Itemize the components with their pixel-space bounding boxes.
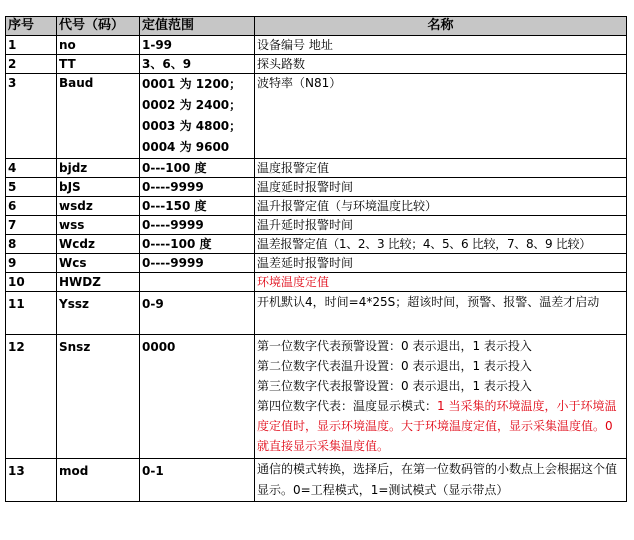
table-row [6, 335, 627, 459]
cell-no: 6 [6, 197, 57, 216]
cell-range [140, 216, 255, 235]
cell-name [255, 55, 627, 74]
cell-name [255, 335, 627, 459]
name-fourth [257, 396, 624, 456]
table-row [6, 178, 627, 197]
cell-no: 11 [6, 292, 57, 335]
cell-code: no [57, 36, 140, 55]
range-text: 0----9999 [142, 256, 204, 270]
cell-name [255, 159, 627, 178]
cell-range [140, 36, 255, 55]
cell-no: 10 [6, 273, 57, 292]
cell-range [140, 178, 255, 197]
parameter-table [5, 16, 627, 502]
cell-range [140, 55, 255, 74]
cell-code: bJS [57, 178, 140, 197]
cell-code: bjdz [57, 159, 140, 178]
name-fourth-prefix: 第四位数字代表：温度显示模式： [257, 399, 438, 413]
range-text: 0---100 度 [142, 161, 207, 175]
cell-no: 8 [6, 235, 57, 254]
cell-name [255, 74, 627, 159]
cell-range [140, 159, 255, 178]
cell-code: Wcs [57, 254, 140, 273]
name-text: 温差延时报警时间 [257, 256, 354, 270]
cell-range [140, 74, 255, 159]
cell-range [140, 292, 255, 335]
name-text: 通信的模式转换，选择后，在第一位数码管的小数点上会根据这个值显示。0=工程模式，1=测试模式（显示带点） [257, 462, 618, 497]
name-text: 温升报警定值（与环境温度比较） [257, 199, 438, 213]
range-text: 0002 为 2400； [142, 98, 242, 112]
range-text: 0----9999 [142, 218, 204, 232]
table-row [6, 254, 627, 273]
table-row [6, 292, 627, 335]
range-text: 0-9 [142, 297, 164, 311]
range-text: 1-99 [142, 38, 173, 52]
cell-code: HWDZ [57, 273, 140, 292]
table-row [6, 235, 627, 254]
cell-name [255, 197, 627, 216]
name-fourth-red: 1 当采集的环境温度，小于环境温度定值时，显示环境温度。大于环境温度定值，显示采集温度值。0 就直接显示采集温度值。 [257, 399, 617, 453]
name-text: 温度报警定值 [257, 161, 330, 175]
cell-range [140, 459, 255, 502]
table-row [6, 197, 627, 216]
range-text: 0001 为 1200； [142, 77, 242, 91]
cell-name [255, 459, 627, 502]
range-text: 0004 为 9600 [142, 140, 230, 154]
range-text: 0-1 [142, 464, 164, 478]
name-line: 第三位数字代表报警设置：0 表示退出，1 表示投入 [257, 379, 532, 393]
cell-name [255, 235, 627, 254]
range-text: 3、6、9 [142, 57, 192, 71]
cell-code: Baud [57, 74, 140, 159]
cell-range [140, 254, 255, 273]
range-text: 0----9999 [142, 180, 204, 194]
name-text: 探头路数 [257, 57, 306, 71]
name-text: 设备编号 地址 [257, 38, 333, 52]
cell-no: 5 [6, 178, 57, 197]
cell-no: 3 [6, 74, 57, 159]
cell-range [140, 235, 255, 254]
name-line: 第二位数字代表温升设置：0 表示退出，1 表示投入 [257, 359, 532, 373]
name-text: 温升延时报警时间 [257, 218, 354, 232]
table-row [6, 55, 627, 74]
cell-name [255, 36, 627, 55]
range-text: 0----100 度 [142, 237, 212, 251]
header-name: 名称 [255, 17, 627, 36]
cell-code: Snsz [57, 335, 140, 459]
name-text: 环境温度定值 [257, 275, 330, 289]
table-row [6, 273, 627, 292]
range-text: 0---150 度 [142, 199, 207, 213]
cell-no: 2 [6, 55, 57, 74]
cell-code: mod [57, 459, 140, 502]
cell-name [255, 216, 627, 235]
cell-code: Wcdz [57, 235, 140, 254]
cell-no: 4 [6, 159, 57, 178]
range-text: 0000 [142, 340, 176, 354]
cell-no: 13 [6, 459, 57, 502]
cell-name [255, 273, 627, 292]
table-row [6, 459, 627, 502]
header-row [6, 17, 627, 36]
name-text: 开机默认4，时间=4*25S；超该时间，预警、报警、温差才启动 [257, 295, 600, 309]
name-text: 波特率（N81） [257, 76, 342, 90]
name-text: 温度延时报警时间 [257, 180, 354, 194]
cell-no: 7 [6, 216, 57, 235]
cell-code: wss [57, 216, 140, 235]
table-row [6, 36, 627, 55]
cell-range [140, 273, 255, 292]
cell-no: 12 [6, 335, 57, 459]
name-text: 温差报警定值（1、2、3 比较；4、5、6 比较，7、8、9 比较） [257, 237, 591, 251]
cell-name [255, 254, 627, 273]
cell-range [140, 197, 255, 216]
header-range: 定值范围 [140, 17, 255, 36]
range-text: 0003 为 4800； [142, 119, 242, 133]
name-line: 第一位数字代表预警设置：0 表示退出，1 表示投入 [257, 339, 532, 353]
cell-no: 1 [6, 36, 57, 55]
cell-code: Yssz [57, 292, 140, 335]
cell-code: TT [57, 55, 140, 74]
header-code: 代号（码） [57, 17, 140, 36]
table-row [6, 216, 627, 235]
header-no: 序号 [6, 17, 57, 36]
cell-name [255, 178, 627, 197]
cell-code: wsdz [57, 197, 140, 216]
cell-no: 9 [6, 254, 57, 273]
table-row [6, 74, 627, 159]
cell-range [140, 335, 255, 459]
cell-name [255, 292, 627, 335]
table-row [6, 159, 627, 178]
